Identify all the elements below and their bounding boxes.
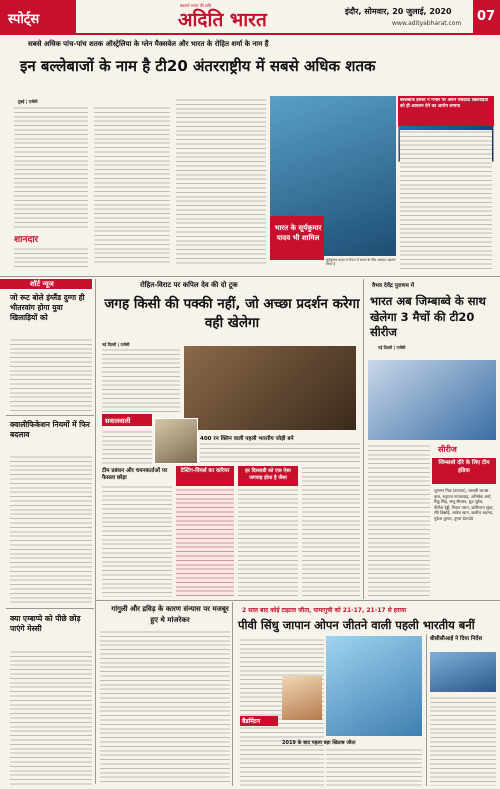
news-item-3-title: क्या एम्बाप्पे को पीछे छोड़ पाएंगे मेस्सी bbox=[10, 614, 81, 633]
bottom-kicker1: गांगुली और द्रविड़ के कारण संन्यास पर मजबूर हुए थे मांजरेकर bbox=[111, 605, 229, 624]
lead-photo-caption-text: भारत के सूर्यकुमार यादव भी शामिल bbox=[274, 224, 322, 242]
middle-photo bbox=[184, 346, 356, 430]
bottom-side-body bbox=[430, 696, 496, 786]
right-headline: भारत अब जिम्बाब्वे के साथ खेलेगा 3 मैचों की टी20 सीरीज bbox=[370, 294, 486, 339]
news-divider-1 bbox=[6, 415, 94, 416]
bottom-headline: पीवी सिंधु जापान ओपन जीतने वाली पहली भारतीय बनीं bbox=[238, 618, 475, 632]
right-box-title: जिम्बाब्वे दौरे के लिए टीम इंडिया bbox=[438, 460, 490, 474]
right-body-col1 bbox=[368, 444, 430, 596]
bottom-photo bbox=[326, 636, 422, 736]
middle-body-col1b bbox=[102, 430, 152, 464]
lead-body-col1 bbox=[14, 106, 88, 230]
masthead-logo: अदिति भारत bbox=[178, 9, 267, 31]
bottom-label: बैडमिंटन bbox=[242, 718, 261, 725]
middle-headline: जगह किसी की पक्की नहीं, जो अच्छा प्रदर्शन करेगा वही खेलेगा bbox=[104, 296, 360, 331]
bottom-divider bbox=[96, 600, 500, 601]
middle-box2-title: हर दिल्लाडी को एक ऐसा जगवाह होता है जैसा bbox=[245, 468, 291, 481]
bottom-side-photo bbox=[430, 652, 496, 692]
lead-body-col3 bbox=[176, 98, 266, 266]
lead-dateline: दुबई | एजेंसी bbox=[18, 99, 38, 104]
news-item-3-body bbox=[10, 650, 92, 785]
middle-body-col1 bbox=[102, 348, 180, 412]
news-item-2-body bbox=[10, 455, 92, 605]
news-item-1-title: जो रूट बोले इंग्लैंड दुग्गा ही भीतरवांग होगा युवा खिलाड़ियों को bbox=[10, 293, 85, 322]
lead-photo-caption: सूर्यकुमार यादव ने टी20 में भारत के लिए शानदार प्रदर्शन किया है bbox=[326, 258, 396, 267]
right-label: सीरीज bbox=[438, 445, 457, 454]
middle-body-col3 bbox=[302, 466, 360, 596]
right-dateline: नई दिल्ली | एजेंसी bbox=[378, 345, 406, 350]
bottom-body-col2 bbox=[326, 748, 422, 786]
website: www.adityabharat.com bbox=[392, 20, 462, 27]
middle-dateline: नई दिल्ली | एजेंसी bbox=[102, 342, 130, 347]
right-photo bbox=[368, 360, 496, 440]
middle-box1-title: टेस्टिंग-वियर्स का करियर bbox=[180, 468, 230, 474]
dateline: इंदौर, सोमवार, 20 जुलाई, 2020 bbox=[345, 7, 452, 16]
sidebar-top-body bbox=[400, 130, 492, 270]
lead-kicker: सबसे अधिक पांच-पांच शतक ऑस्ट्रेलिया के ग्लेन मैक्सवेल और भारत के रोहित शर्मा के नाम हैं bbox=[28, 40, 269, 48]
section-title: स्पोर्ट्स bbox=[8, 12, 40, 27]
middle-sub1: टीम प्रबंधन और चयनकर्ताओं पर फैसला छोड़ा bbox=[102, 468, 168, 481]
lead-headline: इन बल्लेबाजों के नाम है टी20 अंतरराष्ट्रीय में सबसे अधिक शतक bbox=[20, 57, 376, 75]
bottom-side-title: बीसीसीआई ने दिया निर्देश bbox=[430, 636, 483, 642]
short-news-label: शॉर्ट न्यूज bbox=[30, 280, 54, 288]
middle-box1-body bbox=[176, 488, 234, 596]
right-col-rule bbox=[363, 279, 364, 599]
lead-body-col1b bbox=[14, 247, 88, 267]
page-number-text: 07 bbox=[477, 9, 496, 24]
masthead-tagline: बदलते भारत की छवि bbox=[180, 3, 212, 8]
bottom-inset-photo bbox=[282, 676, 322, 720]
bottom-mid-rule bbox=[232, 602, 233, 786]
middle-pullquote: सवालवाली bbox=[105, 417, 131, 425]
bottom-left-body bbox=[100, 630, 230, 785]
bottom-sub: 2019 के बाद पहला बड़ा खिताब जीता bbox=[282, 740, 356, 746]
masthead-rule bbox=[0, 33, 500, 35]
bottom-kicker2: 2 साल बाद कोई टाइटल जीता, यामागुची को 21-17, 21-17 से हराया bbox=[242, 607, 407, 614]
sidebar-top-heading: बल्लेबाज हमेशा ने गंभीर पर अपने पसंदीदा खिलाड़ियों को ही आयतन देने का आरोप लगाया bbox=[400, 98, 489, 109]
right-box-text: शुभमन गिल (कप्तान), यशस्वी जायसवाल, रुतुराज गायकवाड़, अभिषेक शर्मा, रिंकू सिंह, संजू सैमसन, ध्रुव जुरेल, नीतीश रेड्डी, रियान पराग, वाशिंगटन सुंदर, रवि बिश्नोई, आवेश खान, खलील अहमद, मुकेश कुमार, तुषार देशपांडे bbox=[434, 488, 494, 521]
middle-photo-inset bbox=[154, 418, 198, 464]
middle-box2-body bbox=[238, 488, 298, 596]
left-col-rule bbox=[95, 279, 96, 784]
right-kicker: वैभव देवेंद्र पुराणम में bbox=[372, 283, 414, 289]
middle-strip-body bbox=[200, 442, 360, 464]
middle-body-col2 bbox=[102, 485, 172, 597]
section-divider bbox=[0, 276, 500, 277]
middle-strip: 400 रन क्लिन वाली पहली भारतीय जोड़ी बने bbox=[200, 436, 294, 442]
bottom-side-rule bbox=[426, 634, 427, 786]
lead-subhead: शानदार bbox=[14, 235, 39, 245]
news-divider-2 bbox=[6, 608, 94, 609]
news-item-1-body bbox=[10, 338, 92, 412]
news-item-2-title: क्वालीफिकेशन नियमों में फिर बदलाव bbox=[10, 420, 90, 439]
middle-kicker: रोहित-विराट पर कपिल देव की दो टूक bbox=[140, 281, 238, 289]
lead-body-col2 bbox=[94, 106, 170, 266]
